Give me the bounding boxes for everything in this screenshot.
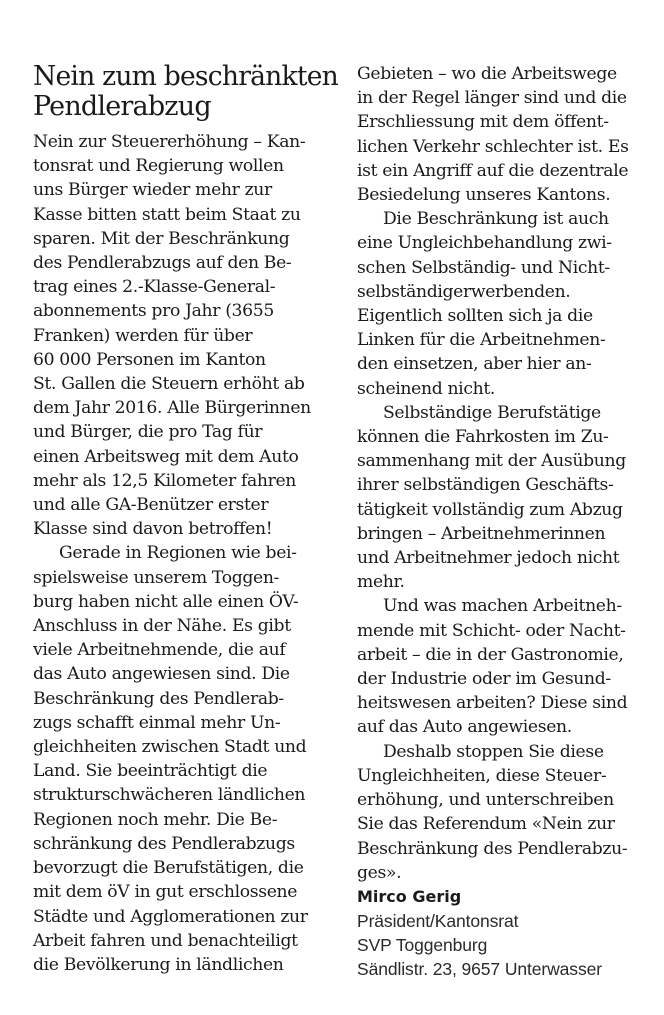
text-line: Linken für die Arbeitnehmen-: [357, 330, 606, 351]
text-line: viele Arbeitnehmende, die auf: [33, 640, 286, 661]
text-line: Beschränkung des Pendlerab-: [33, 688, 284, 709]
article-column-left: [33, 62, 338, 977]
text-line: schen Selbständig- und Nicht-: [357, 257, 610, 278]
text-line: St. Gallen die Steuern erhöht ab: [33, 374, 305, 395]
text-line: bevorzugt die Berufstätigen, die: [33, 858, 304, 879]
text-line: zugs schafft einmal mehr Un-: [33, 712, 281, 733]
text-line: Anschluss in der Nähe. Es gibt: [33, 616, 291, 637]
text-line: erhöhung, und unterschreiben: [357, 790, 614, 811]
text-line: und Arbeitnehmer jedoch nicht: [357, 548, 620, 569]
text-line: ges».: [357, 862, 402, 883]
text-line: Beschränkung des Pendlerabzu-: [357, 838, 628, 859]
text-line: Deshalb stoppen Sie diese: [383, 741, 604, 762]
text-line: des Pendlerabzugs auf den Be-: [33, 253, 292, 274]
text-line: dem Jahr 2016. Alle Bürgerinnen: [33, 398, 311, 419]
text-line: auf das Auto angewiesen.: [357, 717, 572, 738]
article-body-right: [357, 62, 654, 885]
text-line: Erschliessung mit dem öffent-: [357, 112, 609, 133]
text-line: Nein zur Steuererhöhung – Kan-: [33, 132, 306, 152]
author-address: Sändlistr. 23, 9657 Unterwasser: [357, 959, 602, 980]
text-line: schränkung des Pendlerabzugs: [33, 833, 295, 854]
text-line: und Bürger, die pro Tag für: [33, 422, 263, 443]
text-line: gleichheiten zwischen Stadt und: [33, 737, 307, 758]
text-line: ihrer selbständigen Geschäfts-: [357, 475, 614, 496]
text-line: in der Regel länger sind und die: [357, 88, 627, 109]
text-line: sammenhang mit der Ausübung: [357, 451, 626, 472]
text-line: Kasse bitten statt beim Staat zu: [33, 204, 301, 225]
text-line: uns Bürger wieder mehr zur: [33, 180, 272, 201]
text-line: arbeit – die in der Gastronomie,: [357, 644, 624, 665]
text-line: Franken) werden für über: [33, 325, 253, 346]
text-line: strukturschwächeren ländlichen: [33, 785, 306, 806]
text-line: abonnements pro Jahr (3655: [33, 301, 274, 322]
text-line: mehr als 12,5 Kilometer fahren: [33, 470, 297, 491]
text-line: Land. Sie beeinträchtigt die: [33, 761, 268, 782]
text-line: Besiedelung unseres Kantons.: [357, 185, 611, 206]
text-line: burg haben nicht alle einen ÖV-: [33, 591, 299, 612]
text-line: heitswesen arbeiten? Diese sind: [357, 693, 628, 714]
text-line: scheinend nicht.: [357, 378, 495, 399]
text-line: mehr.: [357, 572, 405, 593]
article-body-left: [33, 130, 338, 977]
text-line: Ungleichheiten, diese Steuer-: [357, 765, 607, 786]
author-name: Mirco Gerig: [357, 886, 462, 906]
text-line: ist ein Angriff auf die dezentrale: [357, 160, 629, 181]
text-line: Gebieten – wo die Arbeitswege: [357, 64, 617, 84]
text-line: den einsetzen, aber hier an-: [357, 354, 592, 375]
text-line: können die Fahrkosten im Zu-: [357, 427, 609, 448]
text-line: mit dem öV in gut erschlossene: [33, 882, 298, 903]
text-line: Klasse sind davon betroffen!: [33, 519, 273, 540]
text-line: selbständigerwerbenden.: [357, 281, 571, 302]
text-line: das Auto angewiesen sind. Die: [33, 664, 290, 685]
text-line: eine Ungleichbehandlung zwi-: [357, 233, 612, 254]
text-line: bringen – Arbeitnehmerinnen: [357, 523, 606, 544]
text-line: Sie das Referendum «Nein zur: [357, 814, 615, 835]
text-line: tätigkeit vollständig zum Abzug: [357, 499, 623, 520]
author-party: SVP Toggenburg: [357, 935, 488, 956]
text-line: trag eines 2.-Klasse-General-: [33, 277, 276, 298]
text-line: Städte und Agglomerationen zur: [33, 906, 308, 927]
text-line: Selbständige Berufstätige: [383, 402, 601, 423]
text-line: und alle GA-Benützer erster: [33, 495, 269, 516]
text-line: sparen. Mit der Beschränkung: [33, 228, 290, 249]
article-column-right: [357, 62, 654, 982]
text-line: spielsweise unserem Toggen-: [33, 567, 280, 588]
text-line: einen Arbeitsweg mit dem Auto: [33, 446, 299, 467]
text-line: Die Beschränkung ist auch: [383, 209, 609, 230]
text-line: der Industrie oder im Gesund-: [357, 669, 611, 690]
text-line: Regionen noch mehr. Die Be-: [33, 809, 278, 830]
text-line: lichen Verkehr schlechter ist. Es: [357, 136, 629, 157]
text-line: Und was machen Arbeitneh-: [383, 596, 622, 617]
headline-line-2: Pendlerabzug: [33, 91, 211, 122]
article-headline: [33, 62, 338, 122]
headline-line-1: Nein zum beschränkten: [33, 61, 339, 92]
text-line: mende mit Schicht- oder Nacht-: [357, 620, 626, 641]
text-line: Eigentlich sollten sich ja die: [357, 306, 593, 327]
author-title: Präsident/Kantonsrat: [357, 910, 519, 931]
letter-signature: [357, 885, 654, 982]
text-line: 60 000 Personen im Kanton: [33, 349, 266, 370]
text-line: die Bevölkerung in ländlichen: [33, 954, 284, 975]
text-line: tonsrat und Regierung wollen: [33, 156, 284, 177]
text-line: Arbeit fahren und benachteiligt: [33, 930, 298, 951]
text-line: Gerade in Regionen wie bei-: [59, 543, 297, 564]
